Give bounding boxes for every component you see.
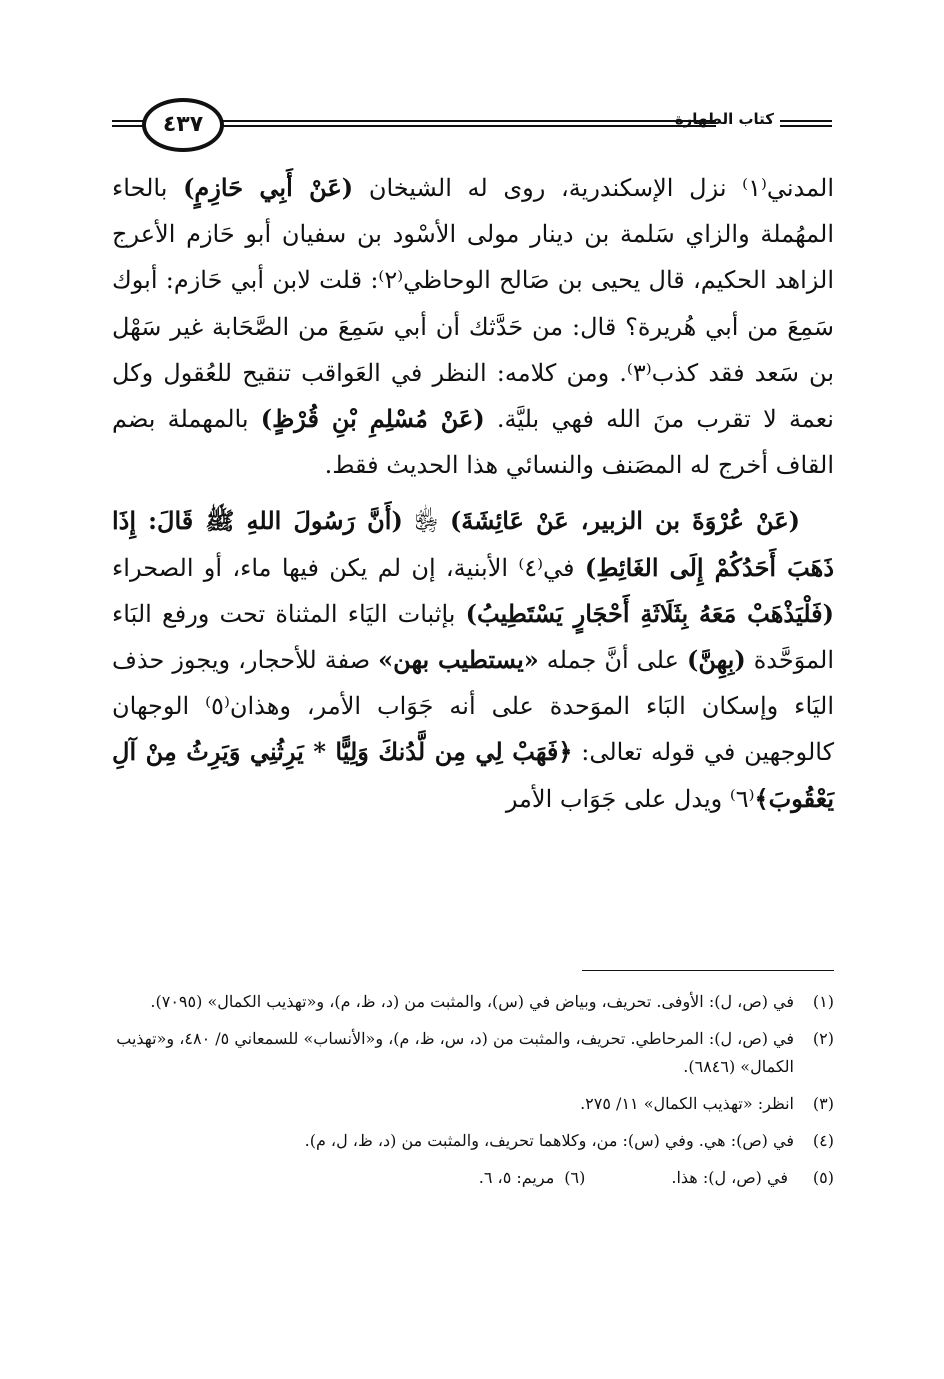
footnote-number: (١) (812, 992, 834, 1011)
text-segment: ⁽٦⁾ ويدل على جَوَاب الأمر (505, 784, 755, 813)
paragraph (112, 498, 834, 821)
footnote-text: في (ص، ل): هذا. (671, 1168, 788, 1187)
footnote-text: في (ص، ل): المرحاطي. تحريف، والمثبت من (د، س، ظ، م)، و«الأنساب» للسمعاني ٥/ ٤٨٠، و«تهذيب الكمال» (٦٨٤٦). (116, 1029, 794, 1076)
footnote-text: مريم: ٥، ٦. (478, 1168, 555, 1187)
header-rule (190, 120, 716, 122)
footnote-text: في (ص، ل): الأوفى. تحريف، وبياض في (س)، والمثبت من (د، ظ، م)، و«تهذيب الكمال» (٧٠٩٥). (150, 992, 794, 1011)
footnote (112, 1090, 834, 1118)
page-header (112, 92, 832, 164)
header-rule-2 (190, 125, 716, 127)
bold-text-segment: (عَنْ عُرْوَةَ بن الزبير، عَنْ عَائِشَةَ) (449, 506, 800, 536)
text-segment: على أنَّ جمله (538, 646, 687, 675)
footnote (112, 1127, 834, 1155)
text-segment: بإثبات اليَاء المثناة تحت ورفع البَاء الموَحَّدة (112, 599, 834, 675)
footnotes (112, 988, 834, 1201)
bold-text-segment: «يستطيب بهن» (378, 645, 539, 675)
footnote-text: في (ص): هي. وفي (س): من، وكلاهما تحريف، والمثبت من (د، ظ، ل، م). (304, 1131, 794, 1150)
header-rule-right-2 (780, 125, 832, 127)
main-text (112, 165, 834, 822)
bold-text-segment: ﴿فَهَبْ لِي مِن لَّدُنكَ وَلِيًّا * يَرِثُنِي وَيَرِثُ مِنْ آلِ يَعْقُوبَ﴾ (112, 737, 834, 813)
text-segment: بالمهملة بضم القاف أخرج له المصَنف والنسائي هذا الحديث فقط. (112, 405, 834, 480)
bold-text-segment: (عَنْ أَبِي حَازِمٍ) (183, 173, 354, 202)
text-segment: ﵂ (402, 507, 450, 536)
bold-text-segment: (عَنْ مُسْلِمِ بْنِ قُرْظٍ) (260, 404, 485, 434)
footnote (112, 988, 834, 1016)
bold-text-segment: (بِهِنَّ) (686, 645, 746, 675)
footnote-separator (582, 970, 834, 971)
paragraph (112, 165, 834, 488)
page-number: ٤٣٧ (162, 112, 204, 137)
footnote-number: (٦) (564, 1168, 586, 1187)
bold-text-segment: (فَلْيَذْهَبْ مَعَهُ بِثَلَاثَةِ أَحْجَارٍ يَسْتَطِيبُ) (465, 598, 834, 628)
text-segment: صفة للأحجار، ويجوز حذف اليَاء وإسكان البَاء الموَحدة على أنه جَوَاب الأمر، وهذان⁽٥⁾ الوجهان كالوجهين في قوله تعالى: (112, 646, 835, 767)
footnote (112, 1025, 834, 1081)
text-segment: المدني⁽١⁾ نزل الإسكندرية، روى له الشيخان (353, 174, 834, 202)
header-rule-right (780, 120, 832, 122)
footnote-row (112, 1164, 834, 1192)
text-segment: بالحاء المهُملة والزاي سَلمة بن دينار مولى الأسْود بن سفيان أبو حَازم الأعرج الزاهد الحكيم، قال يحيى بن صَالح الوحاظي⁽٢⁾: قلت لابن أبي حَازم: أبوك سَمِعَ من أبي هُريرة؟ قال: من حَدَّثك أن أبي سَمِعَ من الصَّحَابة غير سَهْل بن سَعد فقد كذب⁽٣⁾. ومن كلامه: النظر في العَواقب تنقيح للعُقول وكل نعمة لا تقرب منَ الله فهي بليَّة. (112, 174, 835, 434)
text-segment: في⁽٤⁾ الأبنية، إن لم يكن فيها ماء، أو الصحراء (112, 553, 585, 582)
footnote-number: (٥) (812, 1168, 834, 1187)
footnote-text: انظر: «تهذيب الكمال» ١١/ ٢٧٥. (580, 1094, 794, 1113)
page-number-oval (142, 98, 224, 152)
footnote-number: (٣) (812, 1094, 834, 1113)
footnote-number: (٤) (812, 1131, 834, 1150)
chapter-title: كتاب الطهارة (674, 110, 774, 128)
bold-text-segment: (أَنَّ رَسُولَ اللهِ ﷺ قَالَ: إِذَا ذَهَبَ أَحَدُكُمْ إِلَى الغَائِطِ) (112, 506, 835, 582)
footnote-number: (٢) (812, 1029, 834, 1048)
